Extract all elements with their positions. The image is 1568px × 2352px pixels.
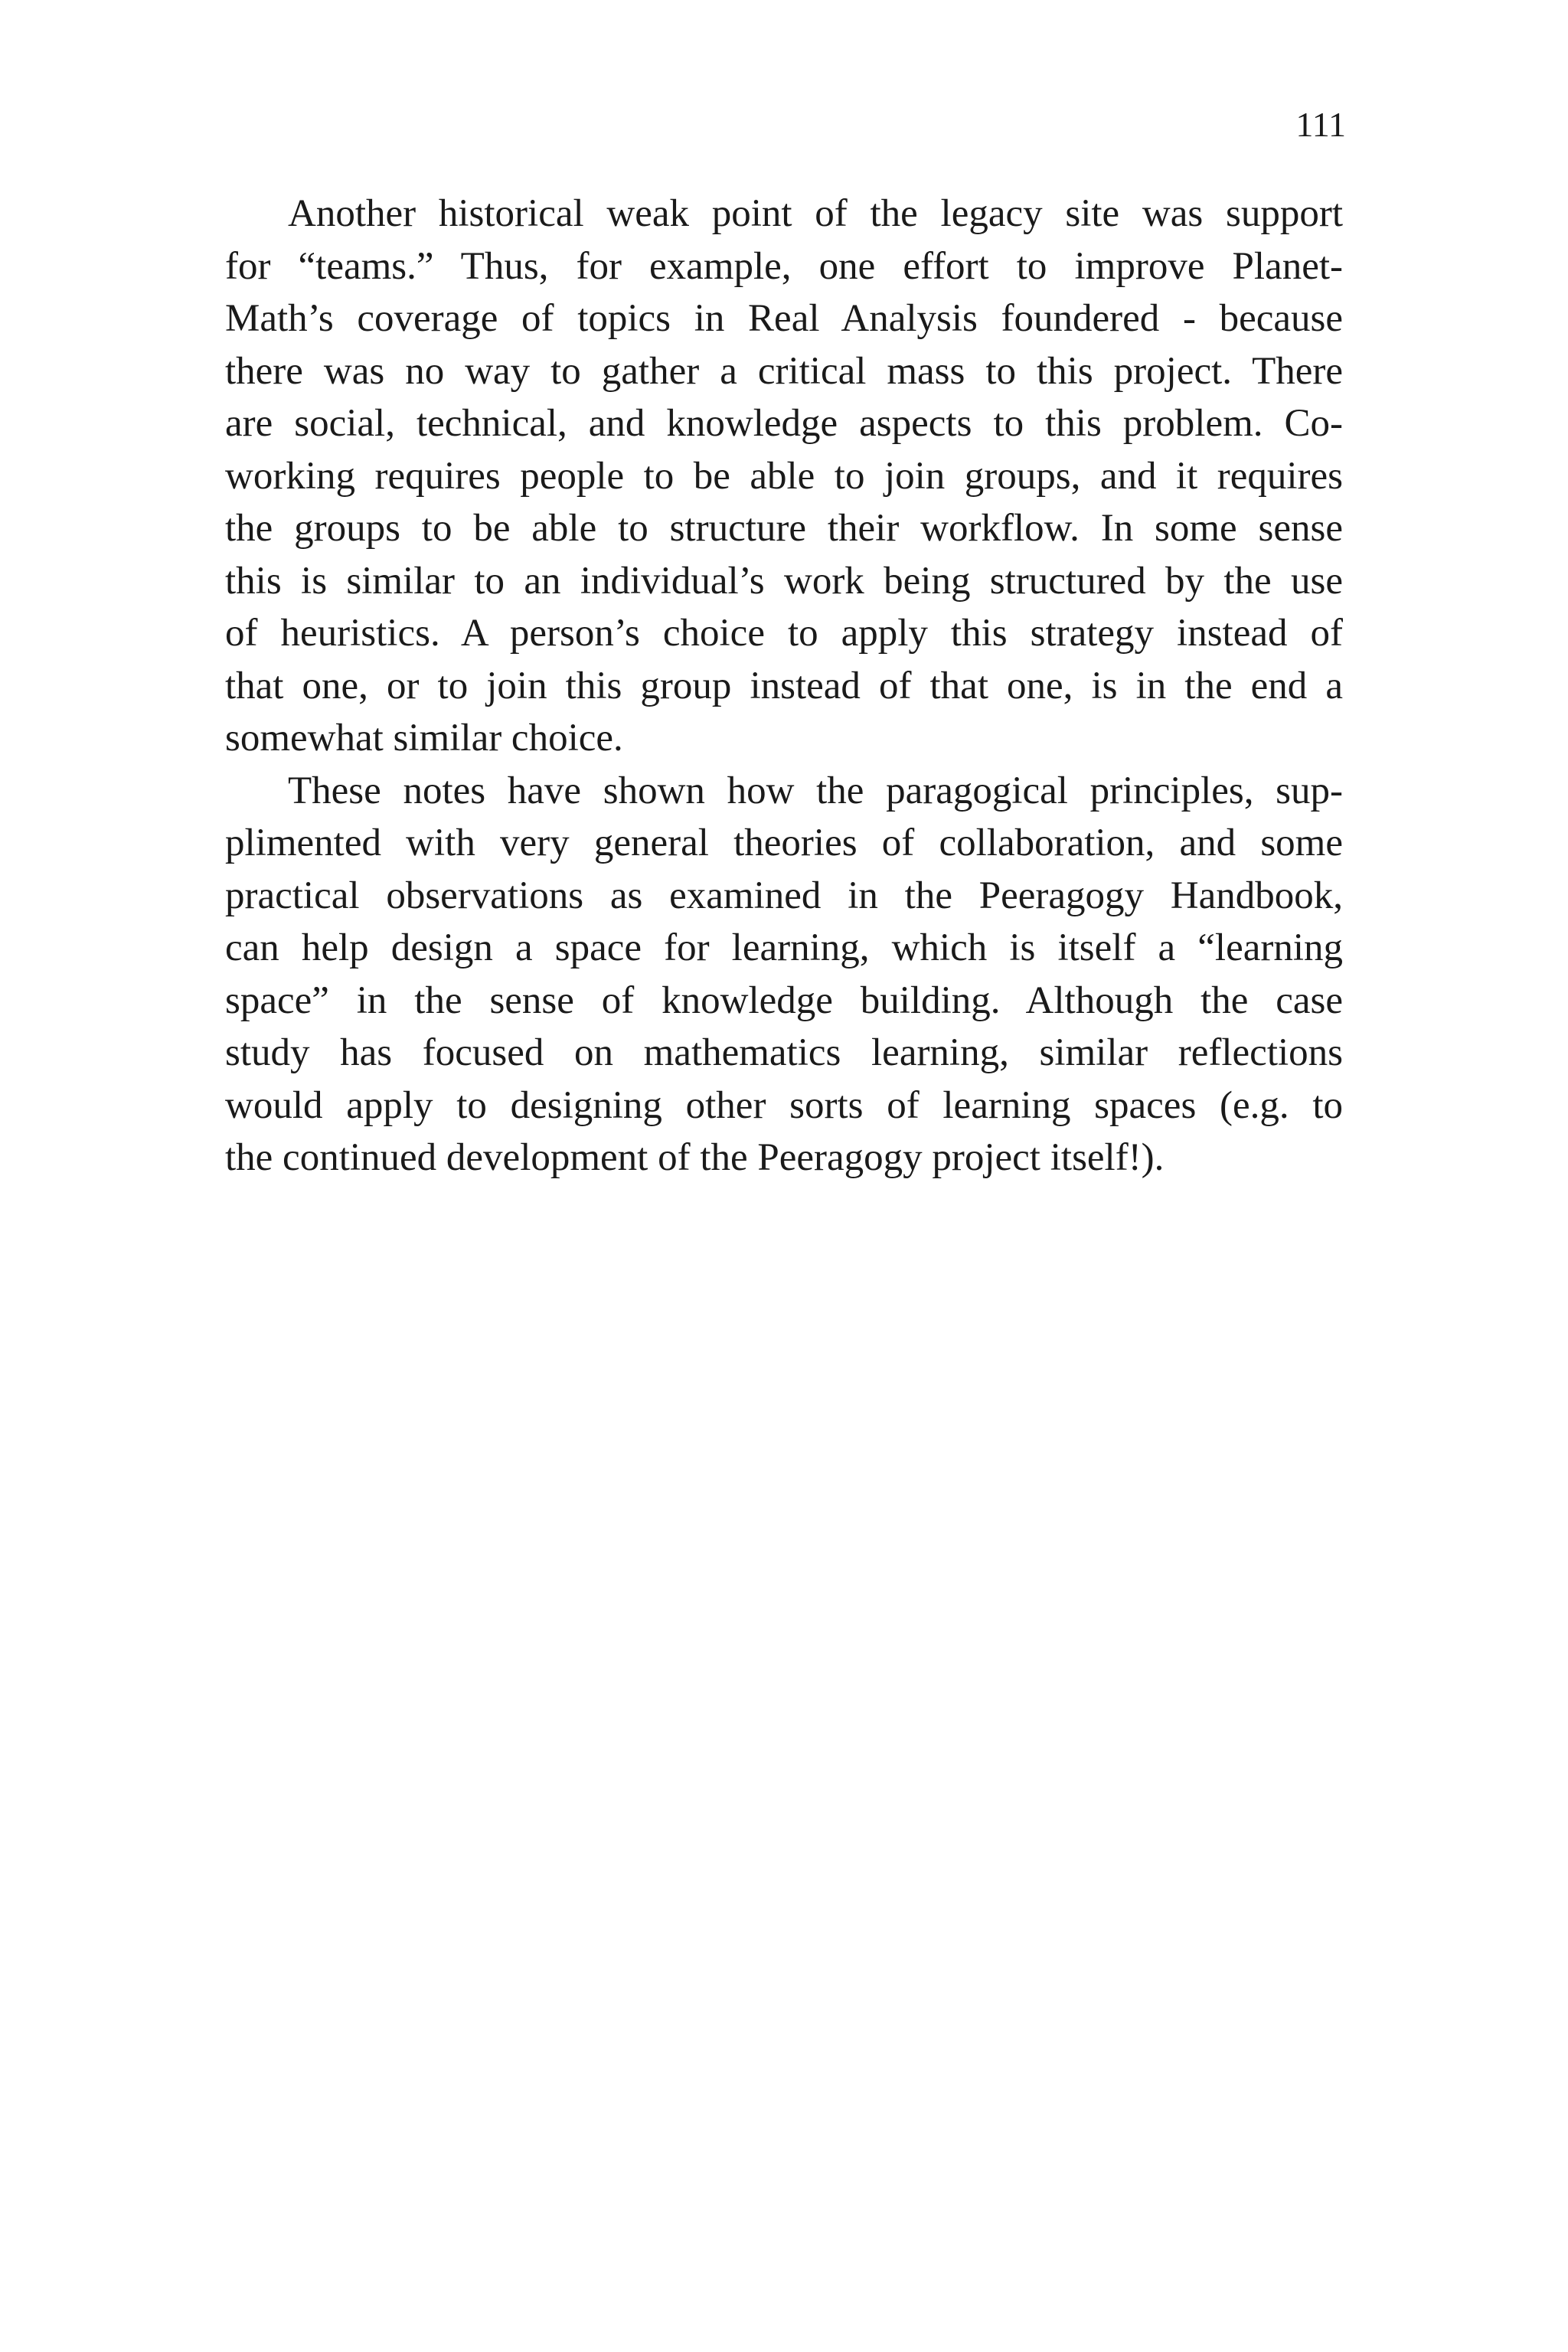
text-line: Math’s coverage of topics in Real Analysis foundered - because <box>225 297 1343 340</box>
text-line: the continued development of the Peeragogy project itself!). <box>225 1136 1165 1179</box>
text-line: practical observations as examined in the Peeragogy Handbook, <box>225 874 1343 917</box>
paragraph-conclusion <box>225 765 1343 1184</box>
body-text <box>225 188 1343 1184</box>
text-line: working requires people to be able to join groups, and it requires <box>225 454 1343 498</box>
text-line: would apply to designing other sorts of learning spaces (e.g. to <box>225 1083 1343 1127</box>
text-line: that one, or to join this group instead of that one, is in the end a <box>225 664 1343 707</box>
text-line: for “teams.” Thus, for example, one effort to improve Planet- <box>225 244 1343 288</box>
text-line: there was no way to gather a critical mass to this project. There <box>225 349 1343 393</box>
text-line: somewhat similar choice. <box>225 717 623 760</box>
paragraph-teams <box>225 188 1343 765</box>
text-line: can help design a space for learning, which is itself a “learning <box>225 926 1343 969</box>
text-line: of heuristics. A person’s choice to apply this strategy instead of <box>225 612 1343 655</box>
text-line: space” in the sense of knowledge building. Although the case <box>225 978 1343 1022</box>
text-line: study has focused on mathematics learning, similar reflections <box>225 1031 1343 1074</box>
text-line: Another historical weak point of the legacy site was support <box>288 192 1343 235</box>
page-number: 111 <box>1295 105 1346 144</box>
text-line: plimented with very general theories of collaboration, and some <box>225 822 1343 864</box>
text-line: the groups to be able to structure their workflow. In some sense <box>225 507 1343 550</box>
text-line: this is similar to an individual’s work being structured by the use <box>225 559 1343 603</box>
text-line: These notes have shown how the paragogical principles, sup- <box>288 769 1343 812</box>
text-line: are social, technical, and knowledge aspects to this problem. Co- <box>225 402 1343 445</box>
